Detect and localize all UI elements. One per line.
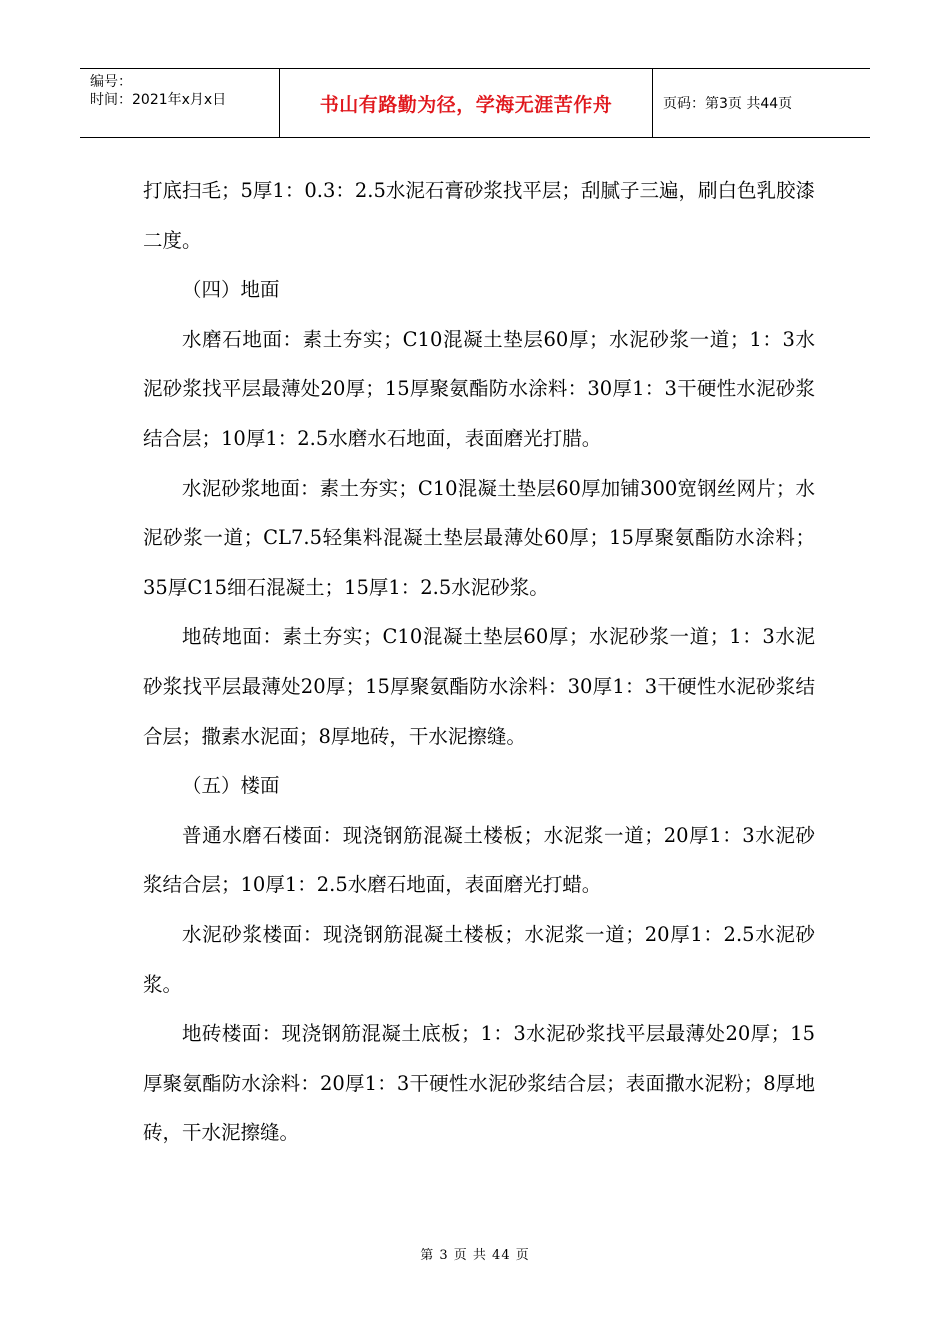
page-footer: 第 3 页 共 44 页 <box>420 1248 530 1263</box>
section-heading-ground: （四）地面 <box>182 278 280 302</box>
header-motto: 书山有路勤为径，学海无涯苦作舟 <box>280 69 653 137</box>
page-header <box>80 68 870 138</box>
body-paragraph: 打底扫毛；5厚1：0.3：2.5水泥石膏砂浆找平层；刮腻子三遍，刷白色乳胶漆二度。 <box>143 179 815 252</box>
body-paragraph: 水泥砂浆楼面：现浇钢筋混凝土楼板；水泥浆一道；20厚1：2.5水泥砂浆。 <box>143 922 815 996</box>
header-page-label: 页码：第3页 共44页 <box>663 96 793 112</box>
document-body <box>143 166 815 1158</box>
body-paragraph: 地砖楼面：现浇钢筋混凝土底板；1：3水泥砂浆找平层最薄处20厚；15厚聚氨酯防水涂料：20厚1：3干硬性水泥砂浆结合层；表面撒水泥粉；8厚地砖，干水泥擦缝。 <box>143 1022 815 1145</box>
document-date-label: 时间：2021年x月x日 <box>90 92 227 108</box>
header-left-cell <box>80 69 280 137</box>
body-paragraph: 地砖地面：素土夯实；C10混凝土垫层60厚；水泥砂浆一道；1：3水泥砂浆找平层最薄处20厚；15厚聚氨酯防水涂料：30厚1：3干硬性水泥砂浆结合层；撒素水泥面；8厚地砖，干水泥擦缝。 <box>143 625 815 748</box>
document-number-label: 编号： <box>90 74 132 90</box>
body-paragraph: 水泥砂浆地面：素土夯实；C10混凝土垫层60厚加铺300宽钢丝网片；水泥砂浆一道；CL7.5轻集料混凝土垫层最薄处60厚；15厚聚氨酯防水涂料；35厚C15细石混凝土；15厚1：2.5水泥砂浆。 <box>143 476 815 599</box>
body-paragraph: 普通水磨石楼面：现浇钢筋混凝土楼板；水泥浆一道；20厚1：3水泥砂浆结合层；10厚1：2.5水磨石地面，表面磨光打蜡。 <box>143 823 815 897</box>
section-heading-floor: （五）楼面 <box>182 774 280 798</box>
body-paragraph: 水磨石地面：素土夯实；C10混凝土垫层60厚；水泥砂浆一道；1：3水泥砂浆找平层最薄处20厚；15厚聚氨酯防水涂料：30厚1：3干硬性水泥砂浆结合层；10厚1：2.5水磨水石地面，表面磨光打腊。 <box>143 327 815 450</box>
